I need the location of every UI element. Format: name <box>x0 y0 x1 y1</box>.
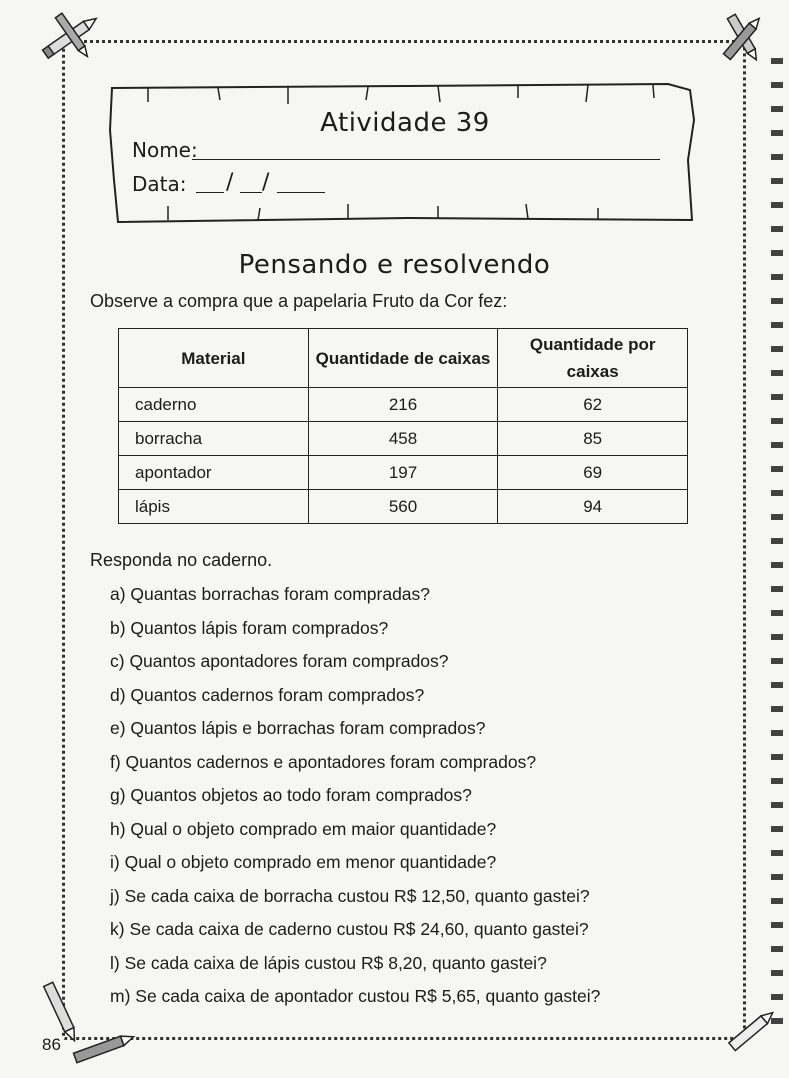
activity-title: Atividade 39 <box>320 108 490 138</box>
boxes-cell: 197 <box>308 456 498 490</box>
boxes-cell: 458 <box>308 422 498 456</box>
per-box-cell: 69 <box>498 456 688 490</box>
table-header-row <box>119 329 688 388</box>
date-separator-2: / <box>262 170 270 195</box>
per-box-cell: 85 <box>498 422 688 456</box>
table-row <box>119 456 688 490</box>
question-item: c) Quantos apontadores foram comprados? <box>110 651 449 671</box>
question-item: j) Se cada caixa de borracha custou R$ 12,50, quanto gastei? <box>110 885 590 906</box>
intro-text: Observe a compra que a papelaria Fruto da Cor fez: <box>90 291 508 311</box>
section-title: Pensando e resolvendo <box>238 250 551 280</box>
question-item: f) Quantos cadernos e apontadores foram comprados? <box>110 751 537 772</box>
material-cell: borracha <box>119 422 309 456</box>
date-day-line[interactable] <box>196 192 224 193</box>
pencil-icon-bottom-right <box>722 1000 782 1060</box>
question-item: d) Quantos cadernos foram comprados? <box>110 684 425 705</box>
boxes-cell: 216 <box>308 388 498 422</box>
question-item: k) Se cada caixa de caderno custou R$ 24,60, quanto gastei? <box>110 919 589 939</box>
spiral-binding <box>771 40 783 1040</box>
material-cell: lápis <box>119 490 309 524</box>
table-row <box>119 388 688 422</box>
question-item: i) Qual o objeto comprado em menor quantidade? <box>110 852 497 872</box>
instruction-text: Responda no caderno. <box>90 550 273 570</box>
question-item: m) Se cada caixa de apontador custou R$ 5,65, quanto gastei? <box>110 986 601 1006</box>
date-label: Data: <box>132 172 187 196</box>
question-item: h) Qual o objeto comprado em maior quantidade? <box>110 818 497 839</box>
per-box-cell: 62 <box>498 388 688 422</box>
name-field-line[interactable] <box>192 159 660 160</box>
question-list <box>110 583 600 1019</box>
question-item: l) Se cada caixa de lápis custou R$ 8,20, quanto gastei? <box>110 952 547 973</box>
header-material: Material <box>119 329 309 388</box>
question-item: b) Quantos lápis foram comprados? <box>110 617 389 638</box>
date-separator-1: / <box>226 170 234 195</box>
date-year-line[interactable] <box>277 192 325 193</box>
header-quantidade-por-caixas: Quantidade por caixas <box>498 329 688 388</box>
purchase-table <box>118 328 688 524</box>
date-month-line[interactable] <box>240 192 262 193</box>
table-row <box>119 422 688 456</box>
boxes-cell: 560 <box>308 490 498 524</box>
page-number: 86 <box>42 1035 61 1054</box>
question-item: a) Quantas borrachas foram compradas? <box>110 584 431 604</box>
question-item: e) Quantos lápis e borrachas foram comprados? <box>110 718 486 738</box>
pencil-icon-top-right <box>712 8 772 68</box>
question-item: g) Quantos objetos ao todo foram comprados? <box>110 785 472 805</box>
name-label: Nome: <box>132 138 198 162</box>
material-cell: caderno <box>119 388 309 422</box>
material-cell: apontador <box>119 456 309 490</box>
header-quantidade-caixas: Quantidade de caixas <box>308 329 498 388</box>
table-row <box>119 490 688 524</box>
pencil-icon-top-left <box>38 6 108 66</box>
per-box-cell: 94 <box>498 490 688 524</box>
